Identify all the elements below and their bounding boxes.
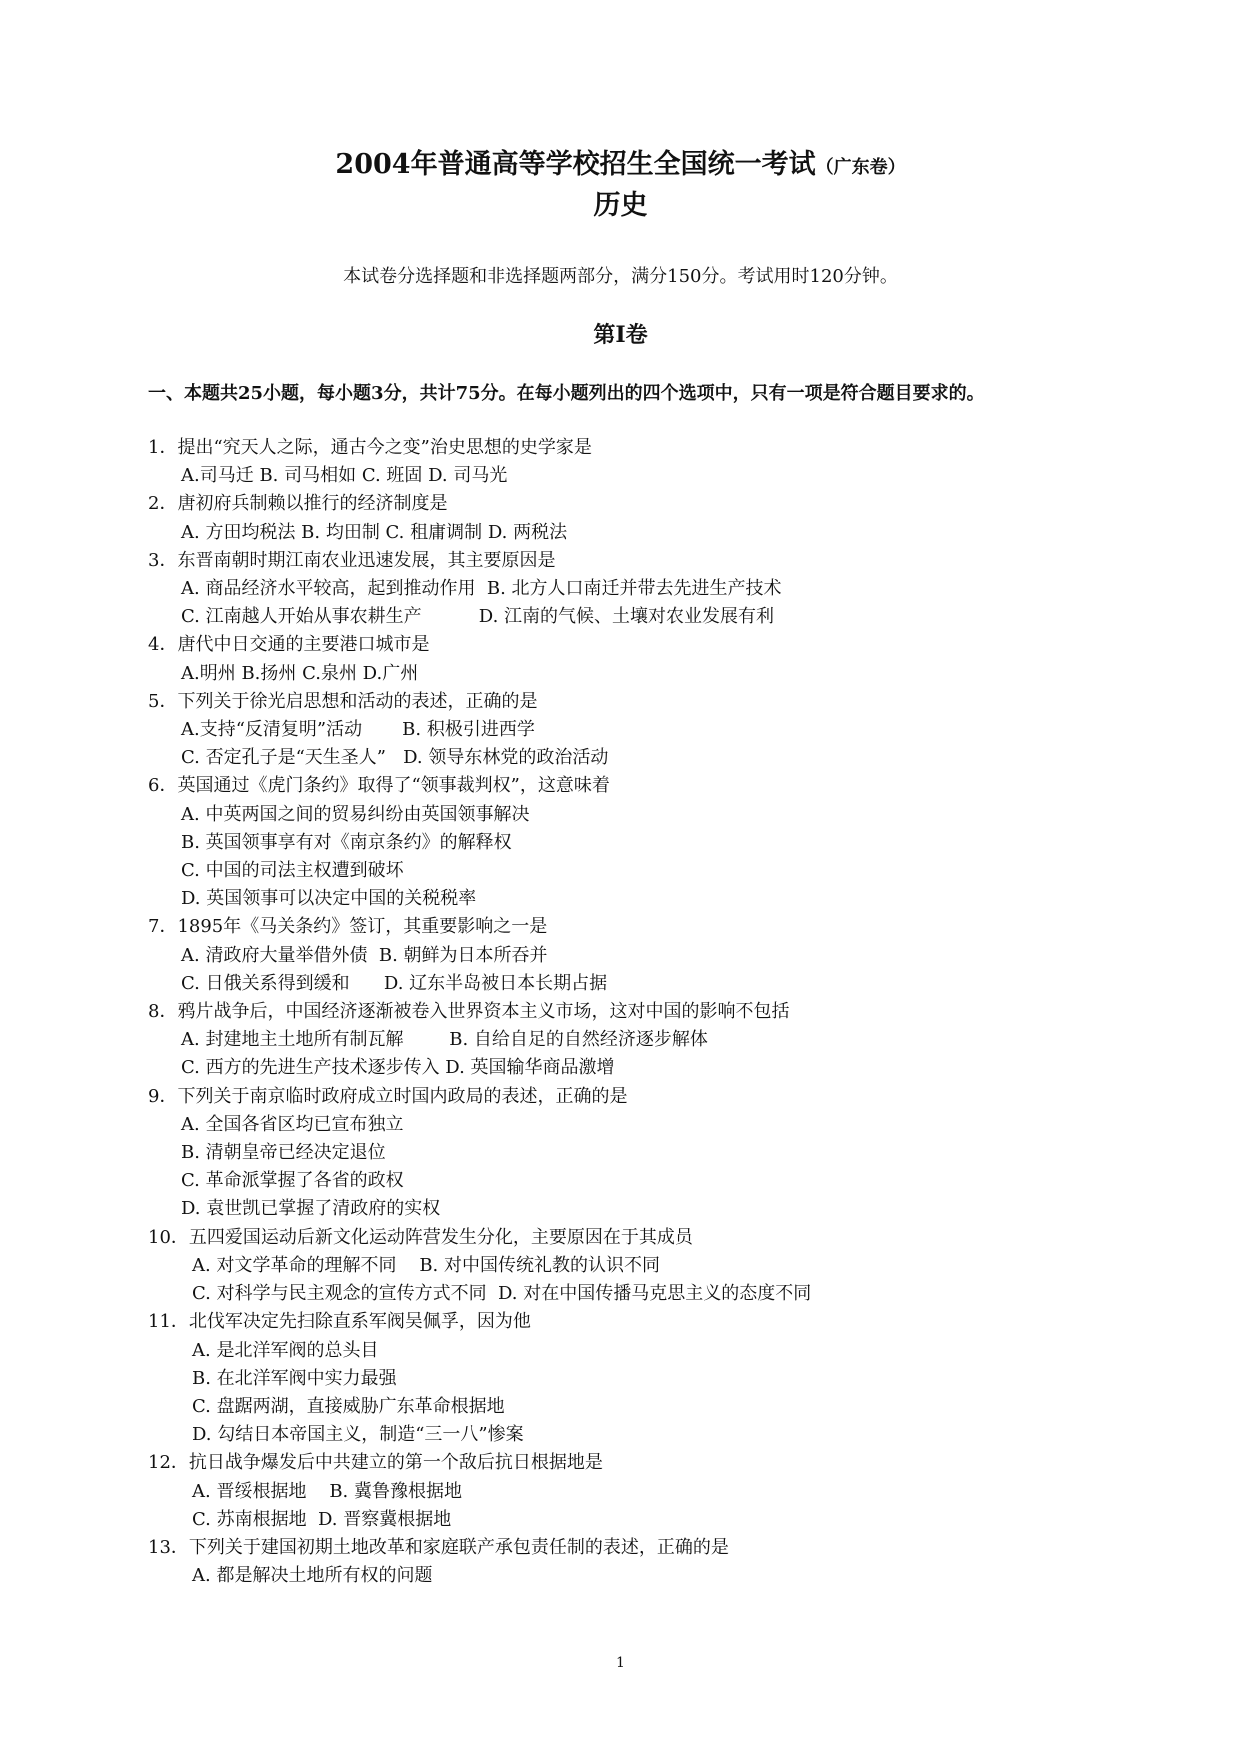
question-options: A. 商品经济水平较高，起到推动作用 B. 北方人口南迁并带去先进生产技术 bbox=[181, 578, 782, 600]
question-list bbox=[148, 434, 1148, 1590]
question-item bbox=[148, 490, 1148, 546]
title-block bbox=[0, 148, 1241, 225]
question-options: B. 清朝皇帝已经决定退位 bbox=[181, 1142, 386, 1164]
question-options: A. 封建地主土地所有制瓦解 B. 自给自足的自然经济逐步解体 bbox=[181, 1029, 708, 1051]
question-item bbox=[148, 1534, 1148, 1590]
question-stem: 4．唐代中日交通的主要港口城市是 bbox=[148, 634, 430, 656]
question-item bbox=[148, 631, 1148, 687]
exam-title-suffix: （广东卷） bbox=[815, 157, 906, 178]
question-options: C. 盘踞两湖，直接威胁广东革命根据地 bbox=[192, 1395, 505, 1417]
question-options: A.明州 B.扬州 C.泉州 D.广州 bbox=[181, 662, 419, 684]
question-options: D. 英国领事可以决定中国的关税税率 bbox=[181, 888, 477, 910]
question-stem: 6．英国通过《虎门条约》取得了“领事裁判权”，这意味着 bbox=[148, 775, 610, 797]
question-stem: 2．唐初府兵制赖以推行的经济制度是 bbox=[148, 493, 448, 515]
question-item bbox=[148, 1224, 1148, 1309]
question-options: B. 在北洋军阀中实力最强 bbox=[192, 1367, 397, 1389]
question-options: A. 清政府大量举借外债 B. 朝鲜为日本所吞并 bbox=[181, 944, 548, 966]
question-options: C. 苏南根据地 D. 晋察冀根据地 bbox=[192, 1508, 452, 1530]
question-options: A. 晋绥根据地 B. 冀鲁豫根据地 bbox=[192, 1480, 462, 1502]
question-stem: 7．1895年《马关条约》签订，其重要影响之一是 bbox=[148, 916, 548, 938]
exam-intro: 本试卷分选择题和非选择题两部分，满分150分。考试用时120分钟。 bbox=[343, 266, 898, 287]
question-options: A. 对文学革命的理解不同 B. 对中国传统礼教的认识不同 bbox=[192, 1254, 660, 1276]
question-options: C. 革命派掌握了各省的政权 bbox=[181, 1170, 404, 1192]
question-stem: 10．五四爱国运动后新文化运动阵营发生分化，主要原因在于其成员 bbox=[148, 1226, 693, 1248]
question-options: A. 中英两国之间的贸易纠纷由英国领事解决 bbox=[181, 803, 530, 825]
question-options: A. 是北洋军阀的总头目 bbox=[192, 1339, 379, 1361]
question-options: C. 西方的先进生产技术逐步传入 D. 英国输华商品激增 bbox=[181, 1057, 615, 1079]
question-options: A.支持“反清复明”活动 B. 积极引进西学 bbox=[181, 719, 535, 741]
question-options: D. 袁世凯已掌握了清政府的实权 bbox=[181, 1198, 441, 1220]
question-item bbox=[148, 434, 1148, 490]
question-options: D. 勾结日本帝国主义，制造“三一八”惨案 bbox=[192, 1424, 524, 1446]
question-options: A. 方田均税法 B. 均田制 C. 租庸调制 D. 两税法 bbox=[181, 521, 568, 543]
question-stem: 1．提出“究天人之际，通古今之变”治史思想的史学家是 bbox=[148, 437, 592, 458]
question-stem: 5．下列关于徐光启思想和活动的表述，正确的是 bbox=[148, 690, 538, 712]
question-options: C. 江南越人开始从事农耕生产 D. 江南的气候、土壤对农业发展有利 bbox=[181, 606, 775, 628]
volume-heading: 第Ⅰ卷 bbox=[593, 322, 648, 348]
question-options: A. 全国各省区均已宣布独立 bbox=[181, 1113, 404, 1135]
section-heading: 一、本题共25小题，每小题3分，共计75分。在每小题列出的四个选项中，只有一项是符合题目要求的。 bbox=[148, 383, 985, 404]
question-item bbox=[148, 998, 1148, 1083]
question-stem: 12．抗日战争爆发后中共建立的第一个敌后抗日根据地是 bbox=[148, 1452, 603, 1474]
question-item bbox=[148, 1449, 1148, 1534]
exam-subject: 历史 bbox=[593, 190, 648, 221]
question-item bbox=[148, 1308, 1148, 1449]
question-item bbox=[148, 547, 1148, 632]
exam-title bbox=[0, 148, 1241, 185]
page-number: 1 bbox=[616, 1655, 625, 1671]
question-stem: 8．鸦片战争后，中国经济逐渐被卷入世界资本主义市场，这对中国的影响不包括 bbox=[148, 1001, 790, 1023]
question-stem: 3．东晋南朝时期江南农业迅速发展，其主要原因是 bbox=[148, 549, 556, 571]
question-item bbox=[148, 1083, 1148, 1224]
question-options: A. 都是解决土地所有权的问题 bbox=[192, 1565, 433, 1587]
question-item bbox=[148, 913, 1148, 998]
question-options: C. 否定孔子是“天生圣人” D. 领导东林党的政治活动 bbox=[181, 747, 609, 769]
question-item bbox=[148, 688, 1148, 773]
question-stem: 13．下列关于建国初期土地改革和家庭联产承包责任制的表述，正确的是 bbox=[148, 1536, 729, 1558]
question-options: C. 中国的司法主权遭到破坏 bbox=[181, 860, 404, 882]
question-options: C. 日俄关系得到缓和 D. 辽东半岛被日本长期占据 bbox=[181, 972, 608, 994]
question-options: C. 对科学与民主观念的宣传方式不同 D. 对在中国传播马克思主义的态度不同 bbox=[192, 1283, 812, 1305]
question-stem: 11．北伐军决定先扫除直系军阀吴佩孚，因为他 bbox=[148, 1311, 531, 1333]
exam-title-main: 2004年普通高等学校招生全国统一考试 bbox=[335, 149, 816, 180]
question-item bbox=[148, 772, 1148, 913]
question-options: A.司马迁 B. 司马相如 C. 班固 D. 司马光 bbox=[181, 465, 508, 487]
question-stem: 9．下列关于南京临时政府成立时国内政局的表述，正确的是 bbox=[148, 1085, 628, 1107]
question-options: B. 英国领事享有对《南京条约》的解释权 bbox=[181, 831, 512, 853]
